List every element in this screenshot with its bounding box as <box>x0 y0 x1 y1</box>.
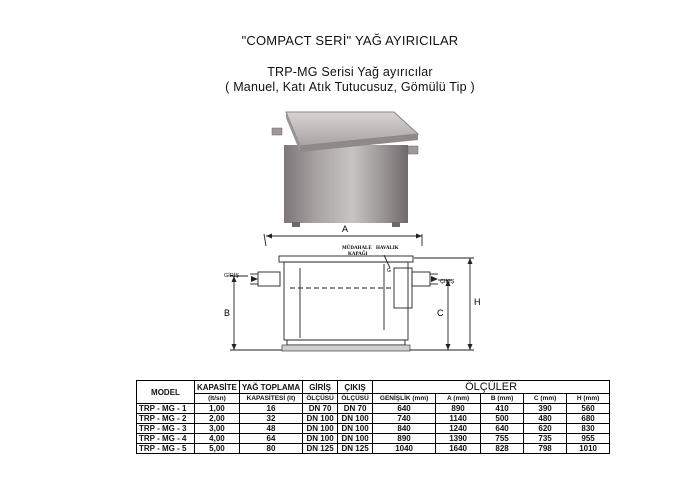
page-title: "COMPACT SERİ" YAĞ AYIRICILAR <box>241 33 459 48</box>
cell: DN 100 <box>338 434 373 444</box>
dim-a-label: A <box>342 224 349 234</box>
inlet-label: GİRİŞ <box>224 273 239 279</box>
header-c: C (mm) <box>524 394 567 404</box>
header-capacity-unit: (lt/sn) <box>195 394 240 404</box>
cell: 755 <box>481 434 524 444</box>
cell: DN 70 <box>303 404 338 414</box>
header-b: B (mm) <box>481 394 524 404</box>
table-row <box>137 404 610 414</box>
cell: 480 <box>524 414 567 424</box>
cell: 680 <box>567 414 610 424</box>
header-dimensions: ÖLÇÜLER <box>373 381 610 394</box>
header-inlet-sub: ÖLÇÜSÜ <box>303 394 338 404</box>
cell: DN 125 <box>303 444 338 454</box>
dim-h-label: H <box>474 297 481 307</box>
cell: 740 <box>373 414 436 424</box>
header-width: GENİŞLİK (mm) <box>373 394 436 404</box>
cell: 16 <box>239 404 302 414</box>
cell: 1040 <box>373 444 436 454</box>
dim-c-label: C <box>437 308 444 318</box>
cell: 1390 <box>436 434 481 444</box>
cell: 48 <box>239 424 302 434</box>
product-subtitle: TRP-MG Serisi Yağ ayırıcılar <box>267 65 433 79</box>
cell: 500 <box>481 414 524 424</box>
header-model: MODEL <box>137 381 195 404</box>
cell: DN 125 <box>338 444 373 454</box>
table-row <box>137 424 610 434</box>
header-inlet: GİRİŞ <box>303 381 338 394</box>
header-capacity: KAPASİTE <box>195 381 240 394</box>
cell: DN 70 <box>338 404 373 414</box>
cell: DN 100 <box>338 424 373 434</box>
table-row <box>137 414 610 424</box>
cell: TRP - MG - 4 <box>137 434 195 444</box>
outlet-label: ÇIKIŞ <box>440 279 455 285</box>
cell: 64 <box>239 434 302 444</box>
cell: TRP - MG - 2 <box>137 414 195 424</box>
cell: 735 <box>524 434 567 444</box>
cell: 640 <box>373 404 436 414</box>
access-cover-label-1: MÜDAHALE <box>342 246 372 251</box>
access-cover-label-2: KAPAĞI <box>348 252 368 257</box>
header-oil-unit: KAPASİTESİ (lt) <box>239 394 302 404</box>
cell: 4,00 <box>195 434 240 444</box>
cell: DN 100 <box>338 414 373 424</box>
cell: 3,00 <box>195 424 240 434</box>
header-oil: YAĞ TOPLAMA <box>239 381 302 394</box>
cell: 1,00 <box>195 404 240 414</box>
cell: TRP - MG - 1 <box>137 404 195 414</box>
cell: DN 100 <box>303 424 338 434</box>
cell: 5,00 <box>195 444 240 454</box>
header-h: H (mm) <box>567 394 610 404</box>
table-row <box>137 444 610 454</box>
cell: 955 <box>567 434 610 444</box>
cell: 410 <box>481 404 524 414</box>
spec-table <box>136 380 610 454</box>
cell: 1240 <box>436 424 481 434</box>
table-row <box>137 434 610 444</box>
cell: 1140 <box>436 414 481 424</box>
header-outlet-sub: ÖLÇÜSÜ <box>338 394 373 404</box>
cell: DN 100 <box>303 414 338 424</box>
cell: 80 <box>239 444 302 454</box>
cell: DN 100 <box>303 434 338 444</box>
cell: 390 <box>524 404 567 414</box>
cell: 890 <box>436 404 481 414</box>
cell: 32 <box>239 414 302 424</box>
cell: 840 <box>373 424 436 434</box>
cell: 828 <box>481 444 524 454</box>
cell: 830 <box>567 424 610 434</box>
cell: 1010 <box>567 444 610 454</box>
header-a: A (mm) <box>436 394 481 404</box>
cell: 620 <box>524 424 567 434</box>
product-description: ( Manuel, Katı Atık Tutucusuz, Gömülü Tip ) <box>225 80 475 94</box>
vent-label: HAVALIK <box>376 246 399 251</box>
cell: 640 <box>481 424 524 434</box>
cell: TRP - MG - 5 <box>137 444 195 454</box>
level-mark-label: G <box>387 268 391 274</box>
cell: 798 <box>524 444 567 454</box>
cell: 890 <box>373 434 436 444</box>
header-outlet: ÇIKIŞ <box>338 381 373 394</box>
cell: TRP - MG - 3 <box>137 424 195 434</box>
cell: 560 <box>567 404 610 414</box>
dim-b-label: B <box>224 308 231 318</box>
cell: 2,00 <box>195 414 240 424</box>
cell: 1640 <box>436 444 481 454</box>
